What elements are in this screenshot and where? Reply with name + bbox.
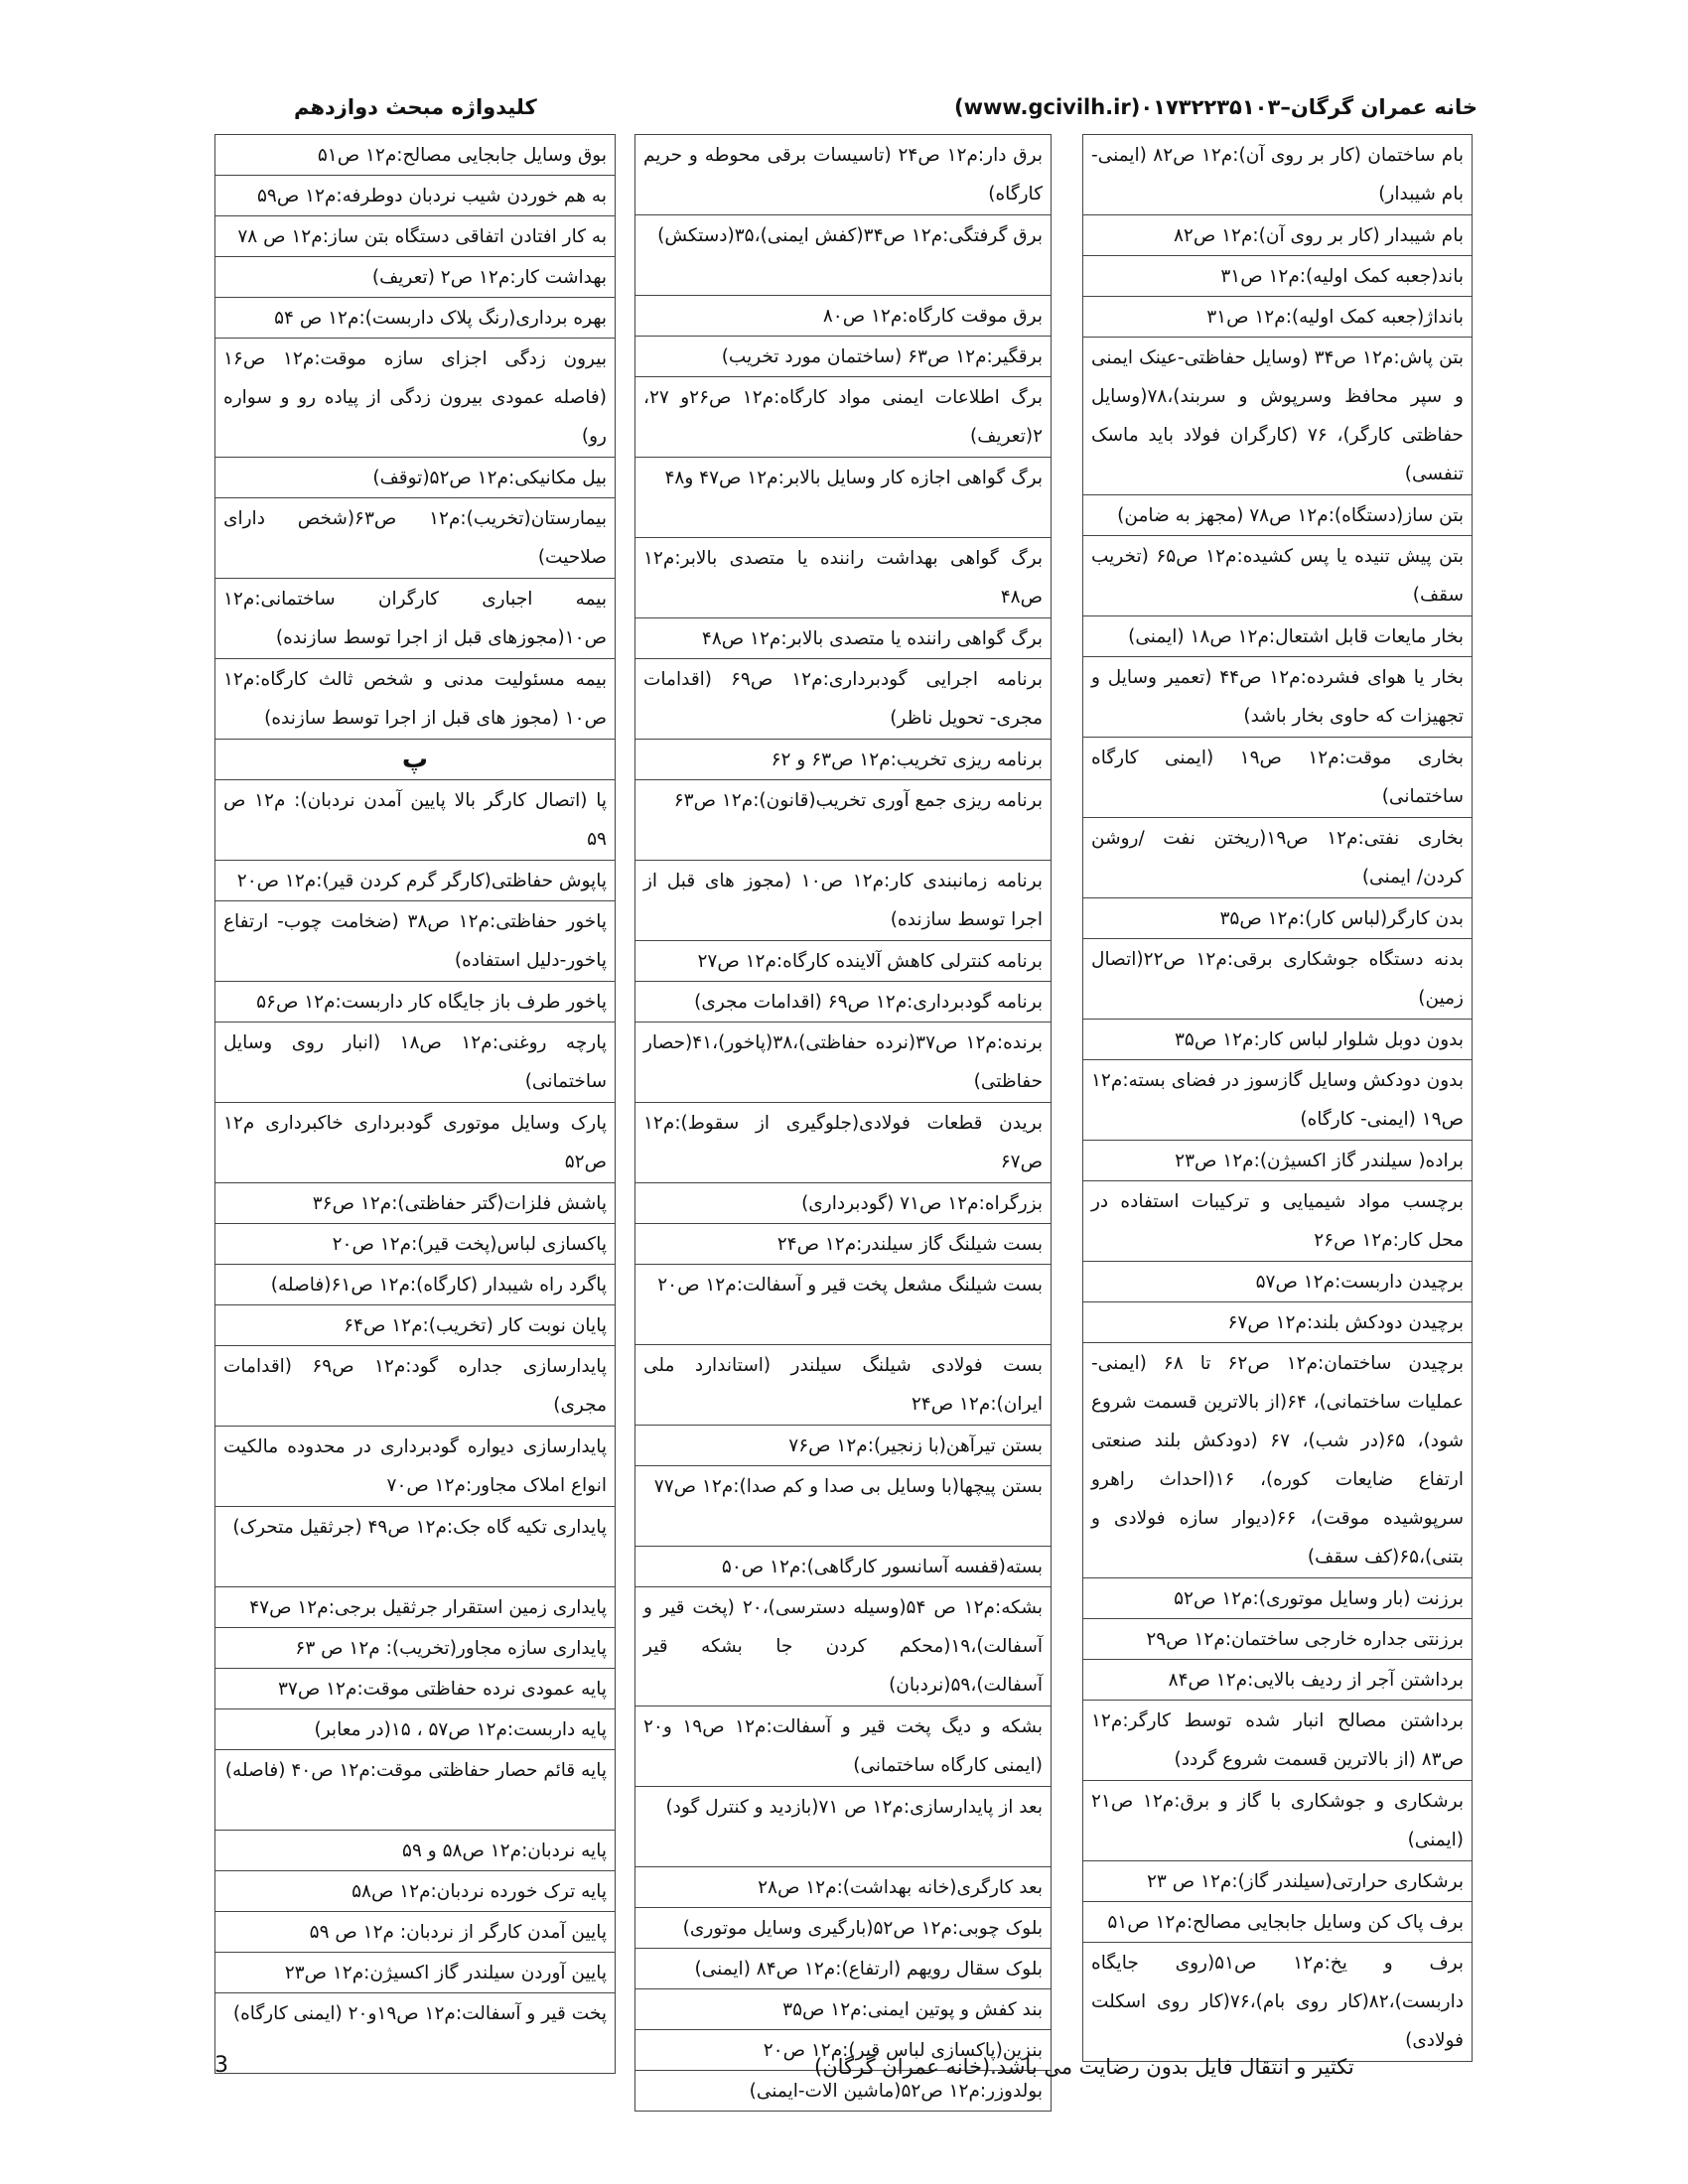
glossary-entry: بخار یا هوای فشرده:م۱۲ ص۴۴ (تعمیر وسایل و تجهیزات که حاوی بخار باشد) bbox=[1082, 656, 1473, 738]
glossary-entry: پایه نردبان:م۱۲ ص۵۸ و ۵۹ bbox=[214, 1830, 616, 1871]
glossary-entry: پا (اتصال کارگر بالا پایین آمدن نردبان): م۱۲ ص ۵۹ bbox=[214, 779, 616, 861]
glossary-entry: پایداری تکیه گاه جک:م۱۲ ص۴۹ (جرثقیل متحرک) bbox=[214, 1506, 616, 1587]
glossary-entry: برچسب مواد شیمیایی و ترکیبات استفاده در محل کار:م۱۲ ص۲۶ bbox=[1082, 1180, 1473, 1262]
glossary-entry: برزنت (بار وسایل موتوری):م۱۲ ص۵۲ bbox=[1082, 1577, 1473, 1619]
glossary-entry: بیمه اجباری کارگران ساختمانی:م۱۲ ص۱۰(مجوزهای قبل از اجرا توسط سازنده) bbox=[214, 578, 616, 659]
glossary-entry: پایداری زمین استقرار جرثقیل برجی:م۱۲ ص۴۷ bbox=[214, 1586, 616, 1628]
glossary-entry: برق موقت کارگاه:م۱۲ ص۸۰ bbox=[634, 295, 1052, 337]
glossary-entry: برزنتی جداره خارجی ساختمان:م۱۲ ص۲۹ bbox=[1082, 1618, 1473, 1660]
glossary-entry: برداشتن مصالح انبار شده توسط کارگر:م۱۲ ص۸۳ (از بالاترین قسمت شروع گردد) bbox=[1082, 1700, 1473, 1781]
glossary-entry: برف پاک کن وسایل جابجایی مصالح:م۱۲ ص۵۱ bbox=[1082, 1901, 1473, 1943]
glossary-entry: پایه داربست:م۱۲ ص۵۷ ، ۱۵(در معابر) bbox=[214, 1708, 616, 1750]
glossary-entry: پارک وسایل موتوری گودبرداری خاکبرداری م۱۲ ص۵۲ bbox=[214, 1102, 616, 1183]
glossary-entry: پاخور طرف باز جایگاه کار داربست:م۱۲ ص۵۶ bbox=[214, 981, 616, 1023]
glossary-entry: پاخور حفاظتی:م۱۲ ص۳۸ (ضخامت چوب- ارتفاع پاخور-دلیل استفاده) bbox=[214, 900, 616, 982]
glossary-column-middle bbox=[634, 135, 1052, 2112]
document-header: خانه عمران گرگان–۰۱۷۳۲۲۳۵۱۰۳(www.gcivilh.ir) bbox=[954, 95, 1477, 119]
glossary-entry: پایدارسازی دیواره گودبرداری در محدوده مالکیت انواع املاک مجاور:م۱۲ ص۷۰ bbox=[214, 1426, 616, 1507]
glossary-entry: برچیدن ساختمان:م۱۲ ص۶۲ تا ۶۸ (ایمنی-عملیات ساختمانی)، ۶۴(از بالاترین قسمت شروع شود)، ۶۵(در شب)، ۶۷ (دودکش بلند صنعتی ارتفاع ضایعات کوره)، ۱۶(احداث راهرو سرپوشیده موقت)، ۶۶(دیوار سازه فولادی و بتنی)،۶۵(کف سقف) bbox=[1082, 1342, 1473, 1578]
glossary-entry: بستن تیرآهن(با زنجیر):م۱۲ ص۷۶ bbox=[634, 1425, 1052, 1466]
glossary-entry: پارچه روغنی:م۱۲ ص۱۸ (انبار روی وسایل ساختمانی) bbox=[214, 1022, 616, 1103]
glossary-entry: پاکسازی لباس(پخت قیر):م۱۲ ص۲۰ bbox=[214, 1223, 616, 1265]
page-number: 3 bbox=[214, 2053, 228, 2078]
glossary-entry: بشکه و دیگ پخت قیر و آسفالت:م۱۲ ص۱۹ و۲۰ (ایمنی کارگاه ساختمانی) bbox=[634, 1706, 1052, 1787]
glossary-column-left bbox=[214, 135, 616, 2074]
glossary-entry: پایین آوردن سیلندر گاز اکسیژن:م۱۲ ص۲۳ bbox=[214, 1952, 616, 1993]
glossary-entry: بستن پیچها(با وسایل بی صدا و کم صدا):م۱۲ ص۷۷ bbox=[634, 1465, 1052, 1547]
glossary-entry: بتن پاش:م۱۲ ص۳۴ (وسایل حفاظتی-عینک ایمنی و سپر محافظ وسرپوش و سربند)،۷۸(وسایل حفاظتی کارگر)، ۷۶ (کارگران فولاد باید ماسک تنفسی) bbox=[1082, 337, 1473, 495]
glossary-entry: برشکاری حرارتی(سیلندر گاز):م۱۲ ص ۲۳ bbox=[1082, 1860, 1473, 1902]
glossary-entry: برداشتن آجر از ردیف بالایی:م۱۲ ص۸۴ bbox=[1082, 1659, 1473, 1701]
glossary-entry: برچیدن داربست:م۱۲ ص۵۷ bbox=[1082, 1261, 1473, 1302]
glossary-entry: برنامه ریزی جمع آوری تخریب(قانون):م۱۲ ص۶۳ bbox=[634, 779, 1052, 861]
glossary-entry: بست شیلنگ گاز سیلندر:م۱۲ ص۲۴ bbox=[634, 1223, 1052, 1265]
glossary-entry: برشکاری و جوشکاری با گاز و برق:م۱۲ ص۲۱ (ایمنی) bbox=[1082, 1780, 1473, 1861]
glossary-entry: برف و یخ:م۱۲ ص۵۱(روی جایگاه داربست)،۸۲(کار روی بام)،۷۶(کار روی اسکلت فولادی) bbox=[1082, 1942, 1473, 2062]
glossary-entry: براده( سیلندر گاز اکسیژن):م۱۲ ص۲۳ bbox=[1082, 1140, 1473, 1181]
glossary-entry: برنامه گودبرداری:م۱۲ ص۶۹ (اقدامات مجری) bbox=[634, 981, 1052, 1023]
glossary-entry: بعد کارگری(خانه بهداشت):م۱۲ ص۲۸ bbox=[634, 1866, 1052, 1908]
glossary-entry: پایه ترک خورده نردبان:م۱۲ ص۵۸ bbox=[214, 1870, 616, 1912]
glossary-entry: برنامه زمانبندی کار:م۱۲ ص۱۰ (مجوز های قبل از اجرا توسط سازنده) bbox=[634, 860, 1052, 941]
glossary-entry: برنامه ریزی تخریب:م۱۲ ص۶۳ و ۶۲ bbox=[634, 739, 1052, 780]
glossary-entry: پاشش فلزات(گتر حفاظتی):م۱۲ ص۳۶ bbox=[214, 1182, 616, 1224]
glossary-entry: برنامه اجرایی گودبرداری:م۱۲ ص۶۹ (اقدامات مجری- تحویل ناظر) bbox=[634, 658, 1052, 740]
glossary-entry: بسته(قفسه آسانسور کارگاهی):م۱۲ ص۵۰ bbox=[634, 1546, 1052, 1587]
glossary-entry: بخاری موقت:م۱۲ ص۱۹ (ایمنی کارگاه ساختمانی) bbox=[1082, 737, 1473, 818]
glossary-entry: بام ساختمان (کار بر روی آن):م۱۲ ص۸۲ (ایمنی-بام شیبدار) bbox=[1082, 134, 1473, 215]
glossary-entry: برق دار:م۱۲ ص۲۴ (تاسیسات برقی محوطه و حریم کارگاه) bbox=[634, 134, 1052, 215]
glossary-entry: بعد از پایدارسازی:م۱۲ ص ۷۱(بازدید و کنترل گود) bbox=[634, 1786, 1052, 1867]
glossary-entry: بیرون زدگی اجزای سازه موقت:م۱۲ ص۱۶ (فاصله عمودی بیرون زدگی از پیاده رو و سواره رو) bbox=[214, 338, 616, 458]
glossary-entry: بهره برداری(رنگ پلاک داربست):م۱۲ ص ۵۴ bbox=[214, 297, 616, 339]
glossary-entry: بیل مکانیکی:م۱۲ ص۵۲(توقف) bbox=[214, 457, 616, 498]
glossary-entry: برنامه کنترلی کاهش آلاینده کارگاه:م۱۲ ص۲۷ bbox=[634, 940, 1052, 982]
glossary-entry: برگ گواهی بهداشت راننده یا متصدی بالابر:م۱۲ ص۴۸ bbox=[634, 537, 1052, 618]
glossary-entry: بتن پیش تنیده یا پس کشیده:م۱۲ ص۶۵ (تخریب سقف) bbox=[1082, 535, 1473, 616]
glossary-column-right bbox=[1082, 135, 1473, 2062]
glossary-entry: بدون دودکش وسایل گازسوز در فضای بسته:م۱۲ ص۱۹ (ایمنی- کارگاه) bbox=[1082, 1059, 1473, 1141]
glossary-entry: بلوک چوبی:م۱۲ ص۵۲(بارگیری وسایل موتوری) bbox=[634, 1907, 1052, 1949]
glossary-entry: پایه عمودی نرده حفاظتی موقت:م۱۲ ص۳۷ bbox=[214, 1668, 616, 1709]
glossary-entry: پخت قیر و آسفالت:م۱۲ ص۱۹و۲۰ (ایمنی کارگاه) bbox=[214, 1992, 616, 2074]
glossary-entry: بلوک سقال رویهم (ارتفاع):م۱۲ ص۸۴ (ایمنی) bbox=[634, 1948, 1052, 1989]
glossary-entry: بدن کارگر(لباس کار):م۱۲ ص۳۵ bbox=[1082, 897, 1473, 939]
glossary-entry: بست شیلنگ مشعل پخت قیر و آسفالت:م۱۲ ص۲۰ bbox=[634, 1264, 1052, 1345]
glossary-entry: پایداری سازه مجاور(تخریب): م۱۲ ص ۶۳ bbox=[214, 1627, 616, 1669]
glossary-entry: به کار افتادن اتفاقی دستگاه بتن ساز:م۱۲ ص ۷۸ bbox=[214, 215, 616, 257]
glossary-entry: بام شیبدار (کار بر روی آن):م۱۲ ص۸۲ bbox=[1082, 214, 1473, 256]
glossary-entry: بیمه مسئولیت مدنی و شخص ثالث کارگاه:م۱۲ ص۱۰ (مجوز های قبل از اجرا توسط سازنده) bbox=[214, 658, 616, 740]
glossary-entry: برگ گواهی اجازه کار وسایل بالابر:م۱۲ ص۴۷ و۴۸ bbox=[634, 457, 1052, 538]
glossary-entry: بوق وسایل جابجایی مصالح:م۱۲ ص۵۱ bbox=[214, 134, 616, 176]
glossary-entry: بست فولادی شیلنگ سیلندر (استاندارد ملی ایران):م۱۲ ص۲۴ bbox=[634, 1344, 1052, 1426]
document-subtitle: کلیدواژه مبحث دوازدهم bbox=[294, 95, 537, 119]
glossary-entry: بند کفش و پوتین ایمنی:م۱۲ ص۳۵ bbox=[634, 1988, 1052, 2030]
glossary-entry: پایه قائم حصار حفاظتی موقت:م۱۲ ص۴۰ (فاصله) bbox=[214, 1749, 616, 1831]
glossary-entry: بدون دوبل شلوار لباس کار:م۱۲ ص۳۵ bbox=[1082, 1019, 1473, 1060]
glossary-entry: برچیدن دودکش بلند:م۱۲ ص۶۷ bbox=[1082, 1301, 1473, 1343]
glossary-entry: بتن ساز(دستگاه):م۱۲ ص۷۸ (مجهز به ضامن) bbox=[1082, 494, 1473, 536]
glossary-entry: باند(جعبه کمک اولیه):م۱۲ ص۳۱ bbox=[1082, 255, 1473, 297]
glossary-entry: به هم خوردن شیب نردبان دوطرفه:م۱۲ ص۵۹ bbox=[214, 175, 616, 216]
glossary-entry: برگ اطلاعات ایمنی مواد کارگاه:م۱۲ ص۲۶و ۲۷، ۲(تعریف) bbox=[634, 376, 1052, 458]
glossary-entry: بهداشت کار:م۱۲ ص۲ (تعریف) bbox=[214, 256, 616, 298]
glossary-entry: بریدن قطعات فولادی(جلوگیری از سقوط):م۱۲ ص۶۷ bbox=[634, 1102, 1052, 1183]
glossary-entry: برق گرفتگی:م۱۲ ص۳۴(کفش ایمنی)،۳۵(دستکش) bbox=[634, 214, 1052, 296]
glossary-entry: بشکه:م۱۲ ص ۵۴(وسیله دسترسی)،۲۰ (پخت قیر و آسفالت)،۱۹(محکم کردن جا بشکه قیر آسفالت)،۵۹(نردبان) bbox=[634, 1586, 1052, 1706]
glossary-entry: بنزین(پاکسازی لباس قیر):م۱۲ ص۲۰ bbox=[634, 2029, 1052, 2071]
glossary-entry: بولدوزر:م۱۲ ص۵۲(ماشین الات-ایمنی) bbox=[634, 2070, 1052, 2112]
glossary-entry: بخاری نفتی:م۱۲ ص۱۹(ریختن نفت /روشن کردن/ ایمنی) bbox=[1082, 817, 1473, 898]
glossary-entry: پایدارسازی جداره گود:م۱۲ ص۶۹ (اقدامات مجری) bbox=[214, 1345, 616, 1427]
glossary-entry: بیمارستان(تخریب):م۱۲ ص۶۳(شخص دارای صلاحیت) bbox=[214, 497, 616, 579]
glossary-entry: بزرگراه:م۱۲ ص۷۱ (گودبرداری) bbox=[634, 1182, 1052, 1224]
glossary-entry: پاگرد راه شیبدار (کارگاه):م۱۲ ص۶۱(فاصله) bbox=[214, 1264, 616, 1305]
glossary-entry: برقگیر:م۱۲ ص۶۳ (ساختمان مورد تخریب) bbox=[634, 336, 1052, 377]
glossary-entry: پایین آمدن کارگر از نردبان: م۱۲ ص ۵۹ bbox=[214, 1911, 616, 1953]
glossary-entry: پایان نوبت کار (تخریب):م۱۲ ص۶۴ bbox=[214, 1304, 616, 1346]
glossary-entry: برگ گواهی راننده یا متصدی بالابر:م۱۲ ص۴۸ bbox=[634, 617, 1052, 659]
glossary-entry: برنده:م۱۲ ص۳۷(نرده حفاظتی)،۳۸(پاخور)،۴۱(حصار حفاظتی) bbox=[634, 1022, 1052, 1103]
section-letter-heading: پ bbox=[214, 739, 616, 780]
glossary-entry: پاپوش حفاظتی(کارگر گرم کردن قیر):م۱۲ ص۲۰ bbox=[214, 860, 616, 901]
glossary-entry: بانداژ(جعبه کمک اولیه):م۱۲ ص۳۱ bbox=[1082, 296, 1473, 338]
glossary-entry: بخار مایعات قابل اشتعال:م۱۲ ص۱۸ (ایمنی) bbox=[1082, 615, 1473, 657]
glossary-entry: بدنه دستگاه جوشکاری برقی:م۱۲ ص۲۲(اتصال زمین) bbox=[1082, 938, 1473, 1020]
copyright-note: تکثیر و انتقال فایل بدون رضایت می باشد.(خانه عمران گرگان) bbox=[814, 2055, 1354, 2079]
